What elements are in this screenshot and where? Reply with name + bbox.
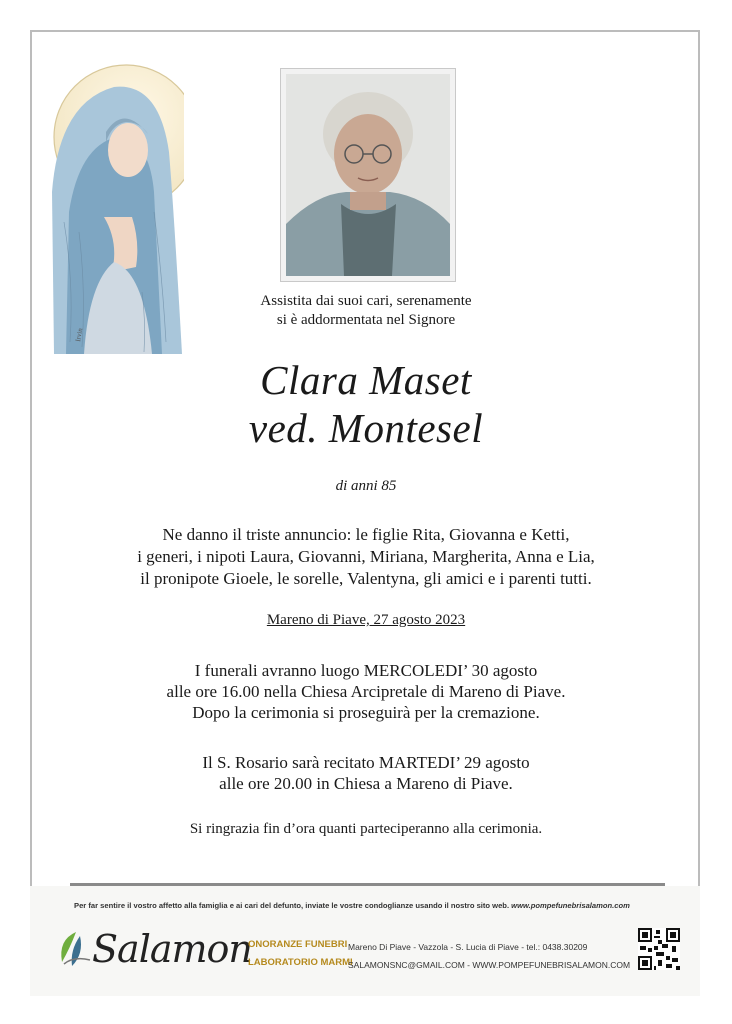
leaf-logo-icon: [50, 926, 94, 970]
intro-line-1: Assistita dai suoi cari, serenamente: [260, 293, 472, 309]
intro-text: [40, 292, 692, 330]
announce-line: Ne danno il triste annuncio: le figlie Rita, Giovanna e Ketti,: [162, 525, 570, 544]
service-funeral: ONORANZE FUNEBRI: [248, 939, 348, 950]
thanks-text: Si ringrazia fin d’ora quanti parteciperanno alla cerimonia.: [189, 821, 543, 837]
services: [248, 936, 353, 972]
rosary-line: alle ore 20.00 in Chiesa a Mareno di Piave.: [219, 774, 513, 793]
announce-line: i generi, i nipoti Laura, Giovanni, Miriana, Margherita, Anna e Lia,: [137, 547, 595, 566]
funeral-line: Dopo la cerimonia si proseguirà per la cremazione.: [192, 703, 540, 722]
funeral-line: I funerali avranno luogo MERCOLEDI’ 30 agosto: [194, 661, 538, 680]
footer-note-text: Per far sentire il vostro affetto alla famiglia e ai cari del defunto, inviate le vostre condoglianze usando il nostro sito web.: [74, 901, 512, 910]
intro-line-2: si è addormentata nel Signore: [276, 312, 456, 328]
age-text: di anni 85: [335, 478, 397, 494]
announcement: [40, 524, 692, 590]
footer-note: [74, 901, 630, 910]
footer-site-link[interactable]: www.pompefunebrisalamon.com: [511, 901, 630, 910]
contact-line-2[interactable]: SALAMONSNC@GMAIL.COM - WWW.POMPEFUNEBRISALAMON.COM: [348, 960, 631, 970]
contact-info: [348, 938, 630, 974]
rosary-info: [40, 752, 692, 794]
rosary-line: Il S. Rosario sarà recitato MARTEDI’ 29 agosto: [202, 753, 530, 772]
logo-text: Salamon: [92, 927, 252, 971]
name-line-1: Clara Maset: [260, 357, 472, 403]
deceased-name: [40, 356, 692, 452]
place-date-text: Mareno di Piave, 27 agosto 2023: [266, 612, 466, 628]
qr-code[interactable]: [638, 928, 680, 970]
place-date: [40, 612, 692, 629]
funeral-info: [40, 660, 692, 723]
contact-line-1: Mareno Di Piave - Vazzola - S. Lucia di Piave - tel.: 0438.30209: [348, 942, 588, 952]
portrait-photo: [280, 68, 456, 282]
announce-line: il pronipote Gioele, le sorelle, Valentyna, gli amici e i parenti tutti.: [140, 569, 592, 588]
footer: [30, 886, 700, 996]
portrait-image: [286, 74, 450, 276]
name-line-2: ved. Montesel: [248, 405, 484, 451]
service-marble: LABORATORIO MARMI: [248, 957, 353, 968]
madonna-signature: Irvin: [74, 327, 85, 343]
funeral-line: alle ore 16.00 nella Chiesa Arcipretale di Mareno di Piave.: [166, 682, 566, 701]
